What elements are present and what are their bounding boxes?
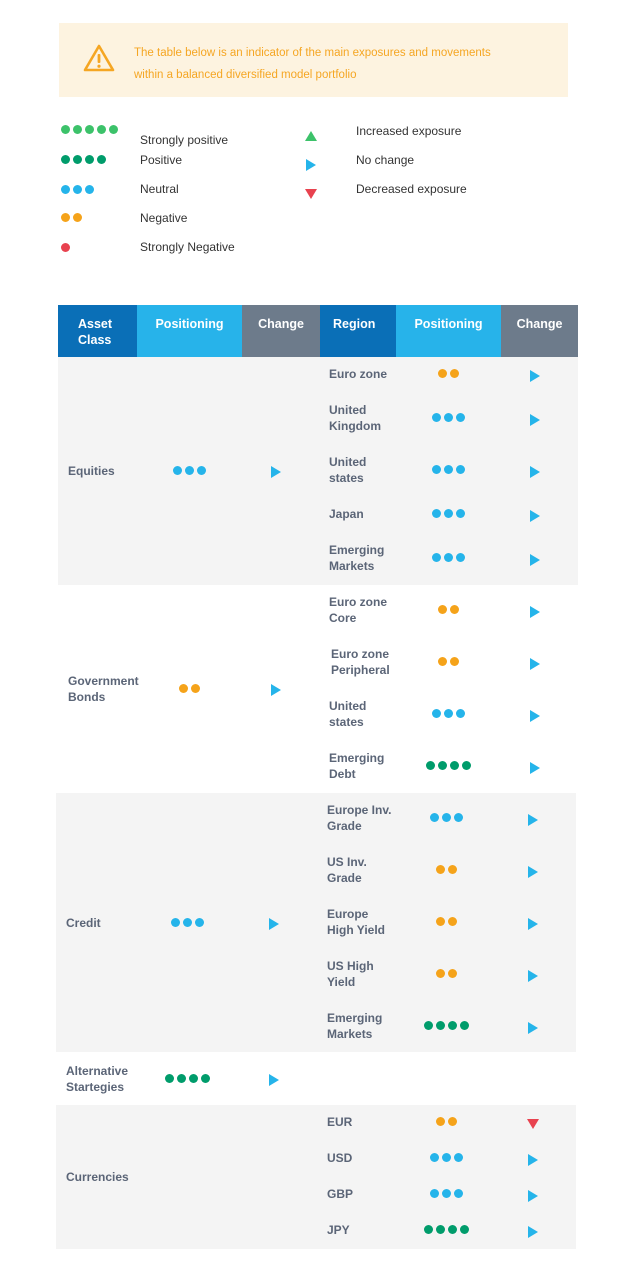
asset-positioning-dots [179, 684, 200, 693]
region-positioning-dots [432, 553, 465, 562]
header-asset-class [58, 305, 137, 357]
region-positioning-dots [436, 865, 457, 874]
region-label: Japan [329, 507, 364, 521]
positioning-dot [450, 761, 459, 770]
region-positioning-dots [436, 969, 457, 978]
triangle-right-icon [528, 369, 542, 383]
positioning-dot [454, 813, 463, 822]
asset-class-label: Equities [68, 464, 115, 478]
asset-class-label: Currencies [66, 1170, 129, 1184]
positioning-dot [432, 709, 441, 718]
positioning-dot [456, 413, 465, 422]
positioning-dot [185, 466, 194, 475]
legend-label: Strongly Negative [140, 240, 235, 254]
positioning-dot [179, 684, 188, 693]
positioning-dot [450, 657, 459, 666]
triangle-right-icon [267, 1073, 281, 1087]
triangle-right-icon [526, 865, 540, 879]
region-label: Euro zone [329, 367, 388, 381]
positioning-dot [197, 466, 206, 475]
positioning-dot [456, 465, 465, 474]
positioning-dot [183, 918, 192, 927]
positioning-dot [436, 969, 445, 978]
triangle-right-icon [269, 465, 283, 479]
positioning-dot [201, 1074, 210, 1083]
triangle-right-icon [526, 1153, 540, 1167]
region-positioning-dots [438, 657, 459, 666]
region-label: GBP [327, 1187, 354, 1201]
triangle-right-icon [526, 1189, 540, 1203]
warning-icon [83, 43, 115, 73]
triangle-right-icon [269, 683, 283, 697]
triangle-right-icon [528, 657, 542, 671]
positioning-dot [444, 465, 453, 474]
positioning-dot [61, 213, 70, 222]
header-positioning-2 [396, 305, 501, 357]
positioning-dot [438, 605, 447, 614]
positioning-dot [444, 509, 453, 518]
positioning-dot [73, 125, 82, 134]
region-label: Europe High Yield [327, 907, 386, 937]
positioning-dot [191, 684, 200, 693]
header-positioning-2-label: Positioning [414, 317, 483, 331]
positioning-dot [432, 413, 441, 422]
region-positioning-dots [426, 761, 471, 770]
header-region [320, 305, 396, 357]
positioning-dot [426, 761, 435, 770]
notice-line-1: The table below is an indicator of the main exposures and movements [134, 47, 491, 59]
positioning-dot [454, 1153, 463, 1162]
region-label: Emerging Debt [329, 751, 385, 781]
triangle-right-icon [526, 1225, 540, 1239]
positioning-dot [444, 413, 453, 422]
legend-dots-positive [61, 155, 106, 164]
region-positioning-dots [430, 813, 463, 822]
positioning-dot [436, 1021, 445, 1030]
positioning-dot [448, 865, 457, 874]
positioning-dot [444, 709, 453, 718]
triangle-right-icon [528, 465, 542, 479]
positioning-dot [442, 813, 451, 822]
positioning-dot [165, 1074, 174, 1083]
positioning-dot [195, 918, 204, 927]
asset-positioning-dots [173, 466, 206, 475]
header-region-label: Region [333, 317, 376, 331]
region-positioning-dots [432, 709, 465, 718]
region-positioning-dots [430, 1153, 463, 1162]
triangle-right-icon [528, 413, 542, 427]
legend-label: Positive [140, 153, 183, 167]
positioning-dot [424, 1021, 433, 1030]
positioning-dot [448, 917, 457, 926]
asset-class-label: Government Bonds [68, 674, 139, 704]
legend-dots-strongly_positive [61, 125, 118, 134]
region-positioning-dots [432, 509, 465, 518]
region-label: USD [327, 1151, 353, 1165]
legend-label: Negative [140, 211, 188, 225]
positioning-dot [462, 761, 471, 770]
region-label: Euro zone Core [329, 595, 388, 625]
region-label: United states [329, 455, 367, 485]
region-positioning-dots [424, 1021, 469, 1030]
triangle-right-icon [526, 969, 540, 983]
region-positioning-dots [432, 465, 465, 474]
header-positioning [137, 305, 242, 357]
positioning-dot [73, 213, 82, 222]
legend-change-label: Increased exposure [356, 124, 462, 138]
positioning-dot [61, 185, 70, 194]
positioning-dot [85, 185, 94, 194]
triangle-right-icon [304, 158, 318, 172]
triangle-up-icon [304, 129, 318, 143]
header-change-label: Change [258, 317, 304, 331]
positioning-dot [436, 865, 445, 874]
notice-text [134, 42, 554, 86]
positioning-dot [436, 1117, 445, 1126]
legend-change-label: No change [356, 153, 415, 167]
triangle-right-icon [526, 813, 540, 827]
positioning-dot [97, 155, 106, 164]
positioning-dot [448, 969, 457, 978]
region-label: United Kingdom [329, 403, 381, 433]
positioning-dot [430, 1153, 439, 1162]
asset-class-label: Alternative Startegies [66, 1063, 129, 1094]
positioning-dot [73, 155, 82, 164]
legend-dots-neutral [61, 185, 94, 194]
positioning-dot [460, 1021, 469, 1030]
positioning-dot [436, 917, 445, 926]
triangle-right-icon [528, 605, 542, 619]
triangle-right-icon [526, 1021, 540, 1035]
positioning-dot [430, 1189, 439, 1198]
positioning-dot [85, 125, 94, 134]
header-change [242, 305, 320, 357]
region-label: US Inv. Grade [327, 855, 367, 885]
legend-dots-strongly_negative [61, 243, 70, 252]
positioning-dot [438, 369, 447, 378]
positioning-dot [456, 553, 465, 562]
triangle-right-icon [267, 917, 281, 931]
positioning-dot [61, 125, 70, 134]
header-change-2-label: Change [516, 317, 563, 331]
positioning-dot [450, 605, 459, 614]
positioning-dot [444, 553, 453, 562]
positioning-dot [432, 509, 441, 518]
region-positioning-dots [430, 1189, 463, 1198]
positioning-dot [454, 1189, 463, 1198]
region-positioning-dots [424, 1225, 469, 1234]
triangle-right-icon [526, 917, 540, 931]
region-label: Emerging Markets [329, 543, 385, 573]
positioning-dot [61, 243, 70, 252]
header-change-2 [501, 305, 578, 357]
positioning-dot [442, 1189, 451, 1198]
region-label: Euro zone Peripheral [331, 647, 390, 677]
triangle-right-icon [528, 509, 542, 523]
asset-positioning-dots [171, 918, 204, 927]
region-positioning-dots [432, 413, 465, 422]
positioning-dot [430, 813, 439, 822]
positioning-dot [448, 1117, 457, 1126]
header-asset-class-label: Asset Class [78, 317, 113, 347]
notice-banner [59, 23, 568, 97]
positioning-dot [61, 155, 70, 164]
positioning-dot [432, 553, 441, 562]
positioning-dot [85, 155, 94, 164]
positioning-dot [448, 1021, 457, 1030]
asset-positioning-dots [165, 1074, 210, 1083]
positioning-dot [189, 1074, 198, 1083]
region-label: EUR [327, 1115, 353, 1129]
legend-label: Neutral [140, 182, 179, 196]
region-positioning-dots [438, 369, 459, 378]
legend-change-label: Decreased exposure [356, 182, 467, 196]
region-label: Europe Inv. Grade [327, 803, 392, 833]
positioning-dot [436, 1225, 445, 1234]
region-label: US High Yield [327, 959, 374, 989]
positioning-dot [456, 509, 465, 518]
positioning-dot [177, 1074, 186, 1083]
positioning-dot [424, 1225, 433, 1234]
triangle-right-icon [528, 761, 542, 775]
region-positioning-dots [436, 1117, 457, 1126]
notice-line-2: within a balanced diversified model portfolio [134, 69, 357, 81]
triangle-right-icon [528, 553, 542, 567]
region-label: JPY [327, 1223, 350, 1237]
triangle-down-icon [526, 1117, 540, 1131]
positioning-dot [432, 465, 441, 474]
triangle-down-icon [304, 187, 318, 201]
positioning-dot [438, 761, 447, 770]
positioning-dot [460, 1225, 469, 1234]
legend-dots-negative [61, 213, 82, 222]
positioning-dot [173, 466, 182, 475]
region-label: Emerging Markets [327, 1010, 383, 1041]
asset-class-label: Credit [66, 915, 101, 930]
positioning-dot [97, 125, 106, 134]
positioning-dot [438, 657, 447, 666]
positioning-dot [450, 369, 459, 378]
region-label: United states [329, 699, 367, 729]
positioning-dot [448, 1225, 457, 1234]
triangle-right-icon [528, 709, 542, 723]
positioning-dot [73, 185, 82, 194]
legend-label: Strongly positive [140, 133, 229, 147]
region-positioning-dots [436, 917, 457, 926]
positioning-dot [171, 918, 180, 927]
positioning-dot [109, 125, 118, 134]
header-positioning-label: Positioning [155, 317, 224, 331]
positioning-dot [442, 1153, 451, 1162]
positioning-dot [456, 709, 465, 718]
region-positioning-dots [438, 605, 459, 614]
